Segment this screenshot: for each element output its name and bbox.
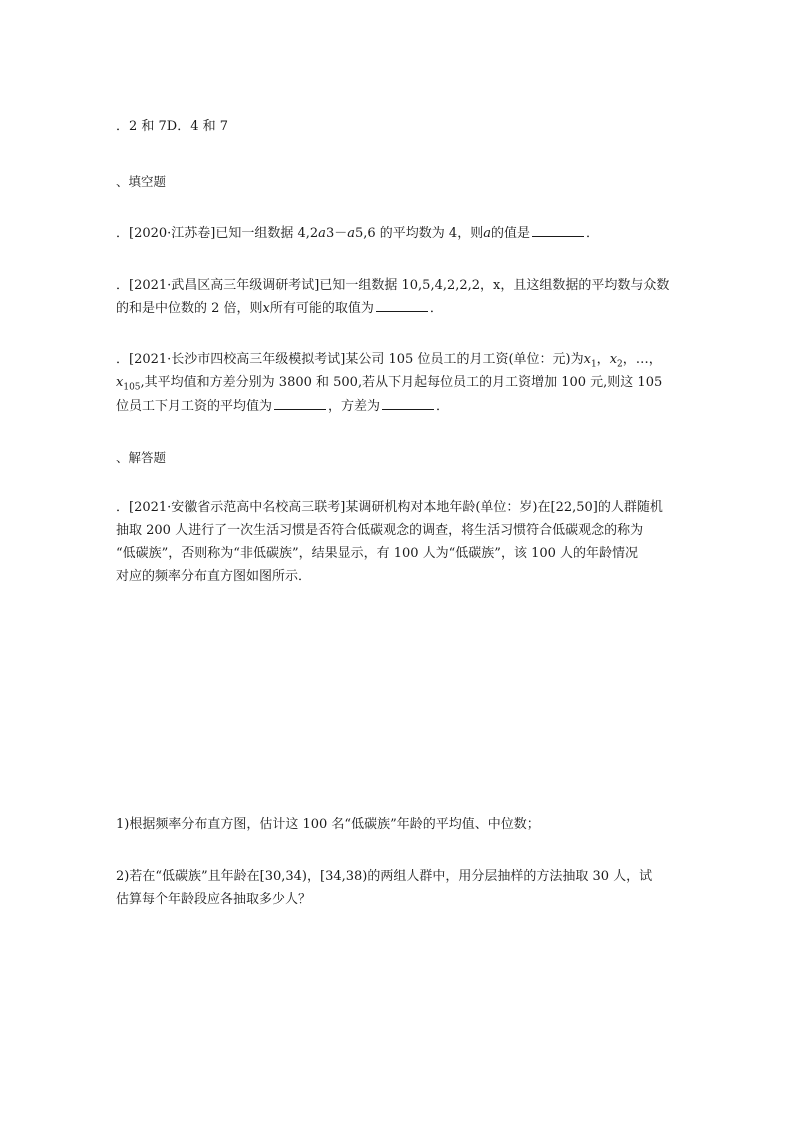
- question-4-line-1: ．[2021·安徽省示范高中名校高三联考]某调研机构对本地年龄(单位：岁)在[22,50]的人群随机: [116, 500, 663, 515]
- question-3-line-3: [116, 395, 686, 418]
- q1-mid1: 3－: [325, 226, 348, 241]
- q2-var-x: x: [262, 301, 270, 316]
- answer-blank: [376, 297, 428, 312]
- question-1: [116, 222, 686, 245]
- sub-question-2-line-1: 2)若在“低碳族”且年龄在[30,34)，[34,38)的两组人群中，用分层抽样的方法抽取 30 人，试: [116, 869, 653, 884]
- q3-sub-2: 2: [617, 359, 623, 370]
- q1-var-a-2: a: [347, 226, 355, 241]
- question-4-line-3: “低碳族”，否则称为“非低碳族”，结果显示，有 100 人为“低碳族”，该 100 人的年龄情况: [116, 546, 639, 561]
- q3-sub-105: 105: [123, 382, 141, 393]
- answer-blank: [532, 222, 584, 237]
- q3-sub-1: 1: [590, 359, 597, 370]
- q2-line2-mid: 所有可能的取值为: [269, 301, 374, 316]
- q1-mid2: 5,6 的平均数为 4，则: [354, 226, 484, 241]
- section-heading-fill-in: 、填空题: [116, 174, 167, 189]
- q3-x105: x: [116, 375, 124, 390]
- q1-var-a-3: a: [483, 226, 491, 241]
- q3-sep: ，: [596, 352, 610, 367]
- q1-var-a: a: [318, 226, 326, 241]
- q3-line1-prefix: ．[2021·长沙市四校高三年级模拟考试]某公司 105 位员工的月工资(单位：元)为: [116, 352, 584, 367]
- question-4-line-2: 抽取 200 人进行了一次生活习惯是否符合低碳观念的调查，将生活习惯符合低碳观念的称为: [116, 523, 644, 538]
- option-line: ．2 和 7D．4 和 7: [116, 119, 229, 134]
- q1-prefix: ．[2020·江苏卷]已知一组数据 4,2: [116, 226, 319, 241]
- answer-blank: [382, 395, 434, 410]
- sub-question-1: 1)根据频率分布直方图，估计这 100 名“低碳族”年龄的平均值、中位数；: [116, 817, 540, 832]
- q3-end: ．: [436, 399, 450, 414]
- answer-blank: [274, 395, 326, 410]
- sub-question-2-line-2: 估算每个年龄段应各抽取多少人？: [116, 892, 312, 907]
- q3-line3-prefix: 位员工下月工资的平均值为: [116, 399, 273, 414]
- q3-line2-rest: ,其平均值和方差分别为 3800 和 500,若从下月起每位员工的月工资增加 100 元,则这 105: [140, 375, 663, 390]
- q1-mid3: 的值是: [490, 226, 530, 241]
- question-2-line-1: ．[2021·武昌区高三年级调研考试]已知一组数据 10,5,4,2,2,2，x，且这组数据的平均数与众数: [116, 278, 670, 293]
- question-2-line-2: [116, 297, 686, 320]
- q3-line3-mid: ，方差为: [328, 399, 381, 414]
- q3-x2: x: [609, 352, 618, 367]
- q1-end: ．: [585, 226, 599, 241]
- q2-line2-prefix: 的和是中位数的 2 倍，则: [116, 301, 263, 316]
- q3-x1: x: [583, 352, 591, 367]
- q2-end: ．: [429, 301, 443, 316]
- q3-ellipsis: ，…，: [622, 352, 662, 367]
- section-heading-answer: 、解答题: [116, 450, 167, 465]
- question-4-line-4: 对应的频率分布直方图如图所示．: [116, 569, 312, 584]
